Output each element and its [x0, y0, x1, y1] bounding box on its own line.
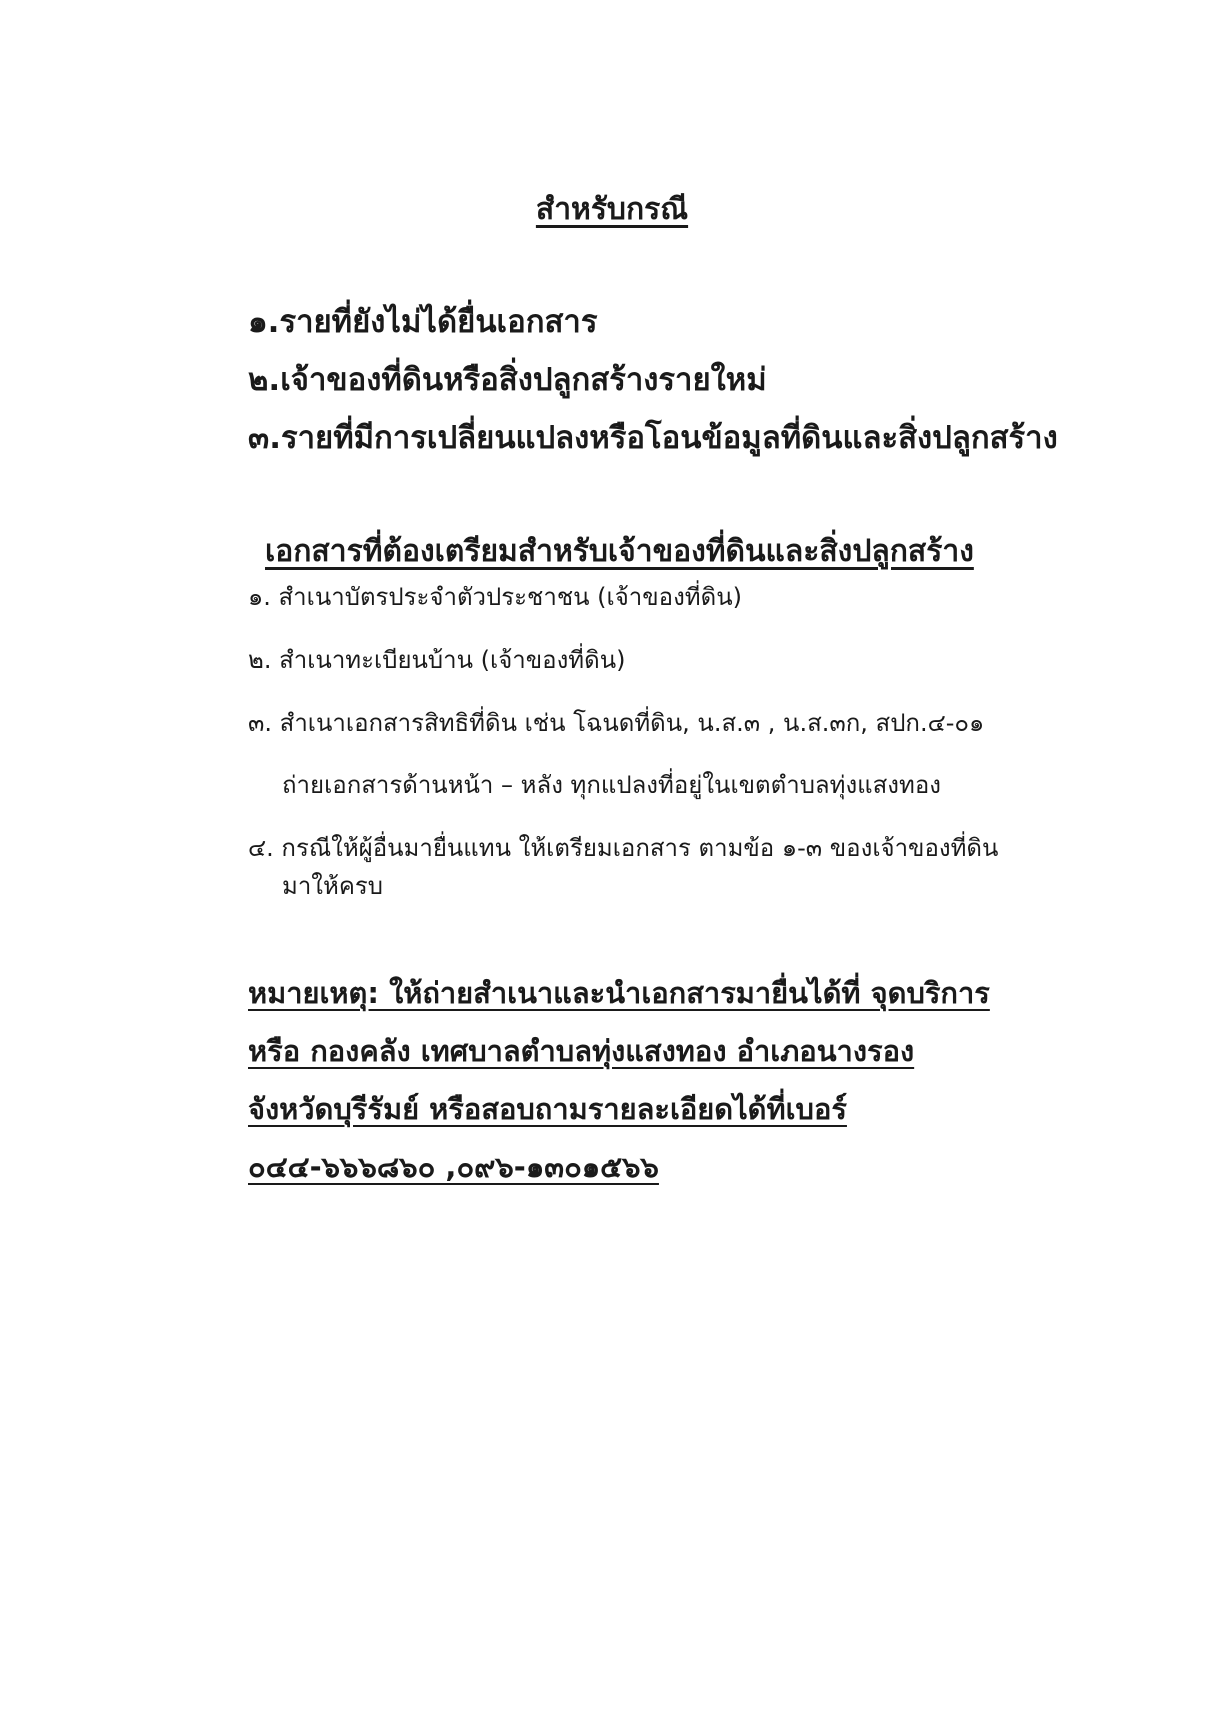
document-item-text: ๓. สำเนาเอกสารสิทธิที่ดิน เช่น โฉนดที่ดิน, น.ส.๓ , น.ส.๓ก, สปก.๔-๐๑ — [248, 709, 985, 737]
case-item: ๓.รายที่มีการเปลี่ยนแปลงหรือโอนข้อมูลที่ดินและสิ่งปลูกสร้าง — [248, 420, 1058, 456]
document-item-text: ๔. กรณีให้ผู้อื่นมายื่นแทน ให้เตรียมเอกสาร ตามข้อ ๑-๓ ของเจ้าของที่ดิน — [248, 834, 999, 862]
documents-heading: เอกสารที่ต้องเตรียมสำหรับเจ้าของที่ดินและสิ่งปลูกสร้าง — [265, 534, 974, 569]
case-item: ๒.เจ้าของที่ดินหรือสิ่งปลูกสร้างรายใหม่ — [248, 362, 767, 398]
note-line: หมายเหตุ: ให้ถ่ายสำเนาและนำเอกสารมายื่นได้ที่ จุดบริการ — [248, 976, 990, 1010]
document-item — [248, 578, 1088, 616]
phone-numbers: ๐๔๔-๖๖๖๘๖๐ ,๐๙๖-๑๓๐๑๕๖๖ — [248, 1150, 659, 1184]
document-item — [248, 704, 1088, 804]
document-item — [248, 641, 1088, 679]
note-line: จังหวัดบุรีรัมย์ หรือสอบถามรายละเอียดได้ที่เบอร์ — [248, 1092, 847, 1126]
document-item-text: ๒. สำเนาทะเบียนบ้าน (เจ้าของที่ดิน) — [248, 646, 626, 674]
document-item-continuation: ถ่ายเอกสารด้านหน้า – หลัง ทุกแปลงที่อยู่ในเขตตำบลทุ่งแสงทอง — [282, 771, 941, 799]
case-item: ๑.รายที่ยังไม่ได้ยื่นเอกสาร — [248, 304, 598, 340]
document-item — [248, 829, 1088, 905]
case-list — [248, 293, 1058, 467]
documents-list — [248, 578, 1088, 930]
document-item-text: ๑. สำเนาบัตรประจำตัวประชาชน (เจ้าของที่ดิน) — [248, 583, 742, 611]
note-section — [248, 964, 1128, 1196]
document-item-continuation: มาให้ครบ — [282, 872, 384, 900]
page-title: สำหรับกรณี — [535, 192, 689, 227]
note-line: หรือ กองคลัง เทศบาลตำบลทุ่งแสงทอง อำเภอนางรอง — [248, 1034, 915, 1068]
